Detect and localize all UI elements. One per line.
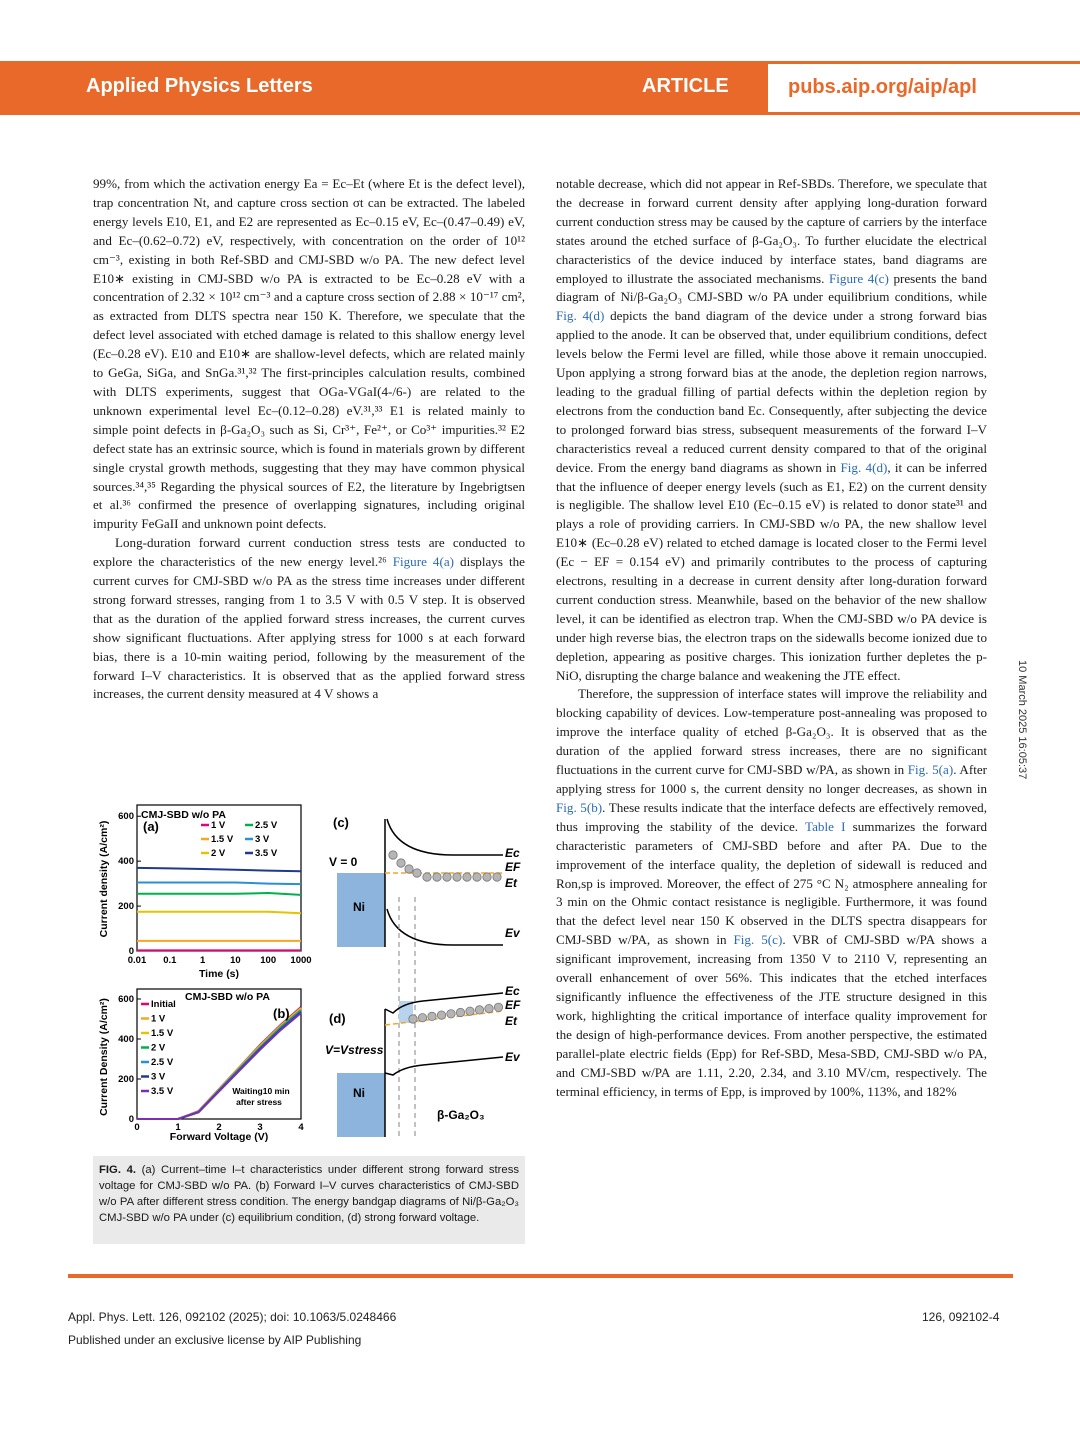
panel-a-ytick: 400	[118, 856, 134, 868]
defect-state-dot	[473, 873, 481, 881]
panel-d-ec-label: Ec	[505, 984, 520, 998]
journal-url-link[interactable]: pubs.aip.org/aip/apl	[788, 76, 977, 98]
figure-5b-link[interactable]: Fig. 5(b)	[556, 799, 603, 815]
panel-a-series-line	[137, 893, 301, 895]
defect-state-dot	[493, 873, 501, 881]
defect-state-dot	[463, 873, 471, 881]
panel-c-label: (c)	[333, 815, 349, 830]
left-paragraph-2: Long-duration forward current conduction stress tests are conducted to explore the characteristics of the new energy level.²⁶ Figure 4(a) displays the current curves for CMJ-SBD w/o PA as the stress time increases under different strong forward stresses, ranging from 1 to 3.5 V with 0.5 V step. It is observed that as the duration of the applied forward stress increases, the current curves show significant fluctuations. After applying stress for 1000 s at each forward bias, there is a 10-min waiting period, following by the measurement of the forward I–V characteristics. It is observed that as the applied forward stress increases, the current density measured at 4 V shows a	[93, 535, 525, 702]
panel-a-title: CMJ-SBD w/o PA	[141, 809, 226, 821]
panel-a-xtick: 0.1	[163, 955, 177, 966]
panel-c-ev-label: Ev	[505, 926, 520, 940]
footer-license: Published under an exclusive license by AIP Publishing	[68, 1333, 362, 1347]
defect-state-dot	[433, 873, 441, 881]
url-box	[766, 64, 1080, 112]
defect-state-dot	[466, 1007, 474, 1015]
panel-b	[98, 989, 304, 1143]
defect-state-dot	[405, 865, 413, 873]
panel-b-ytick: 0	[128, 1114, 134, 1125]
footer-page-number: 126, 092102-4	[922, 1310, 1000, 1324]
journal-title[interactable]: Applied Physics Letters	[86, 75, 313, 97]
panel-c-et-label: Et	[505, 876, 517, 890]
panel-b-xtick: 3	[257, 1122, 263, 1133]
panel-a-legend-entry: 1.5 V	[211, 834, 234, 845]
defect-state-dot	[456, 1008, 464, 1016]
figure-4a-link[interactable]: Figure 4(a)	[392, 554, 454, 570]
panel-b-xtick: 2	[216, 1122, 222, 1133]
right-column	[556, 175, 987, 1101]
panel-d-ef-label: EF	[505, 998, 521, 1012]
panel-b-label: (b)	[273, 1006, 290, 1021]
panel-c-ev-line	[387, 909, 503, 945]
panel-b-ytick: 200	[118, 1074, 134, 1085]
panel-b-legend-entry: Initial	[151, 999, 176, 1010]
panel-b-legend-entry: 3 V	[151, 1071, 166, 1083]
panel-a-legend-entry: 2 V	[211, 848, 226, 859]
panel-b-xtick: 0	[134, 1122, 140, 1133]
figure-4-caption	[93, 1156, 525, 1244]
panel-a-ylabel: Current density (A/cm²)	[98, 820, 110, 938]
panel-c-ef-label: EF	[505, 860, 521, 874]
defect-state-dot	[418, 1014, 426, 1022]
figure-4	[93, 797, 525, 1147]
download-timestamp: 10 March 2025 16:05:37	[1016, 660, 1028, 780]
figure-5c-link[interactable]: Fig. 5(c)	[733, 932, 783, 948]
footer-citation: Appl. Phys. Lett. 126, 092102 (2025); doi: 10.1063/5.0248466	[68, 1310, 397, 1324]
panel-b-legend-entry: 3.5 V	[151, 1086, 174, 1097]
panel-b-ytick: 600	[118, 994, 134, 1005]
panel-b-legend-entry: 2.5 V	[151, 1057, 174, 1068]
defect-state-dot	[475, 1006, 483, 1014]
panel-a-xtick: 100	[260, 955, 277, 966]
panel-d-metal	[337, 1073, 385, 1137]
panel-a-ytick: 200	[118, 901, 134, 913]
defect-state-dot	[447, 1010, 455, 1018]
panel-c-ec-label: Ec	[505, 846, 520, 860]
panel-b-xtick: 4	[298, 1122, 304, 1133]
article-type: ARTICLE	[642, 75, 729, 97]
defect-state-dot	[443, 873, 451, 881]
panel-a-xlabel: Time (s)	[198, 968, 240, 980]
defect-state-dot	[413, 869, 421, 877]
panel-b-legend-entry: 1.5 V	[151, 1028, 174, 1039]
panel-a-series-line	[137, 868, 301, 871]
panel-b-legend-entry: 1 V	[151, 1013, 166, 1025]
panel-b-note-2: after stress	[236, 1097, 282, 1107]
panel-a-xtick: 1000	[290, 955, 312, 966]
caption-figure-number: FIG. 4.	[99, 1164, 136, 1176]
panel-d-bias: V=Vstress	[325, 1043, 384, 1057]
panel-a-xtick: 0.01	[127, 955, 147, 966]
panel-a-ytick: 600	[118, 811, 134, 823]
caption-text: (a) Current–time I–t characteristics under different strong forward stress voltage for CMJ-SBD w/o PA. (b) Forward I–V curves characteristics of CMJ-SBD w/o PA after different stress condition. The energy bandgap diagrams of Ni/β-Ga₂O₃ CMJ-SBD w/o PA under (c) equilibrium condition, (d) strong forward voltage.	[99, 1164, 519, 1224]
right-paragraph-1: notable decrease, which did not appear in Ref-SBDs. Therefore, we speculate that the decrease in forward current density after applying long-duration forward current conduction stress may be caused by the capture of carriers by the interface states around the etched surface of β-Ga₂O₃. To further elucidate the electrical characteristics of the device induced by interface states, band diagrams are employed to illustrate the associated mechanisms. Figure 4(c) presents the band diagram of Ni/β-Ga₂O₃ CMJ-SBD w/o PA under equilibrium conditions, while Fig. 4(d) depicts the band diagram of the device under a strong forward bias applied to the anode. It can be observed that, under equilibrium conditions, defect levels below the Fermi level are filled, while those above it remain unoccupied. Upon applying a strong forward bias at the anode, the depletion region narrows, leading to the gradual filling of partial defects within the depletion region by electrons from the conduction band Ec. Consequently, after subjecting the device to prolonged forward bias stress, subsequent measurements of the forward I–V characteristics reveal a reduced current density compared to that of the original device. From the energy band diagrams as shown in Fig. 4(d), it can be inferred that the influence of deeper energy levels (such as E1, E2) on the current density is negligible. The shallow level E10 (Ec–0.15 eV) is related to donor state³¹ and plays a role of providing carriers. In CMJ-SBD w/o PA, the new shallow level E10∗ (Ec–0.28 eV) related to etched damage is located closer to the Fermi level (Ec − EF = 0.154 eV) and primarily contributes to the process of capturing electrons, resulting in a decrease in current density after long-duration forward current conduction stress. Meanwhile, based on the behavior of the new shallow level, it can be identified as electron trap. When the CMJ-SBD w/o PA device is under high reverse bias, the electron traps on the sidewalls become ionized due to depletion, appearing as positive charges. This ionization further depletes the p-NiO, disrupting the charge balance and weakening the JTE effect.	[556, 176, 988, 683]
panel-b-legend-entry: 2 V	[151, 1042, 166, 1054]
defect-state-dot	[389, 851, 397, 859]
panel-c-metal-label: Ni	[353, 900, 365, 914]
panel-d-material-label: β-Ga₂O₃	[437, 1108, 485, 1122]
panel-a-ytick: 0	[128, 946, 134, 957]
figure-4d-link-2[interactable]: Fig. 4(d)	[840, 459, 888, 475]
figure-4c-link[interactable]: Figure 4(c)	[829, 270, 889, 286]
panel-c-ec-line	[387, 819, 503, 855]
defect-state-dot	[437, 1011, 445, 1019]
footer-rule	[68, 1274, 1013, 1278]
journal-header	[0, 61, 1080, 115]
panel-d-ev-line	[385, 1057, 503, 1075]
panel-a-xtick: 10	[230, 955, 241, 966]
panel-d-ev-label: Ev	[505, 1050, 520, 1064]
panel-b-xtick: 1	[175, 1122, 181, 1133]
panel-a	[98, 805, 312, 980]
figure-4d-link[interactable]: Fig. 4(d)	[556, 308, 605, 324]
panel-a-xtick: 1	[199, 955, 206, 966]
panel-a-series-line	[137, 912, 301, 914]
figure-5a-link[interactable]: Fig. 5(a)	[907, 762, 954, 778]
defect-state-dot	[483, 873, 491, 881]
defect-state-dot	[453, 873, 461, 881]
panel-d-label: (d)	[329, 1011, 346, 1026]
panel-b-ytick: 400	[118, 1034, 134, 1045]
panel-a-legend-entry: 3 V	[255, 834, 270, 845]
defect-state-dot	[428, 1012, 436, 1020]
defect-state-dot	[397, 859, 405, 867]
table-1-link[interactable]: Table I	[805, 818, 846, 834]
panel-a-series-line	[137, 882, 301, 884]
panel-d-et-label: Et	[505, 1014, 517, 1028]
panel-b-xlabel: Forward Voltage (V)	[169, 1131, 269, 1143]
defect-state-dot	[423, 873, 431, 881]
panel-d	[325, 984, 521, 1137]
panel-a-legend-entry: 3.5 V	[255, 848, 278, 859]
panel-a-legend-entry: 2.5 V	[255, 820, 278, 831]
right-paragraph-2: Therefore, the suppression of interface states will improve the reliability and blocking capability of devices. Low-temperature post-annealing was proposed to improve the interface quality of etched β-Ga₂O₃. It is observed that as the duration of the applied forward stress increases, there are no significant fluctuations in the current curve for CMJ-SBD w/PA, as shown in Fig. 5(a). After applying stress for 1000 s, the current density no longer decreases, as shown in Fig. 5(b). These results indicate that the interface defects are effectively removed, thus improving the stability of the device. Table I summarizes the forward characteristic parameters of CMJ-SBD before and after PA. Due to the improvement of the interface quality, the depletion of sidewall is reduced and Ron,sp is improved. Moreover, the effect of 275 °C N₂ atmosphere annealing for 3 min on the Ohmic contact resistance is negligible. Furthermore, it was found that the defect level near 150 K observed in the DLTS spectra disappears for CMJ-SBD w/PA, as shown in Fig. 5(c). VBR of CMJ-SBD w/PA shows a significant improvement, increasing from 1350 V to 2110 V, representing an overall enhancement of over 56%. This indicates that the etched interfaces significantly influence the effectiveness of the JTE structure designed in this work, highlighting the critical importance of interface quality improvement for the design of high-performance devices. From another perspective, the estimated parallel-plate electric fields (Epp) for Ref-SBD, Mesa-SBD, CMJ-SBD w/o PA, and CMJ-SBD w/PA are 1.11, 2.20, 2.34, and 3.10 MV/cm, respectively. The terminal efficiency, in terms of Epp, is improved by 100%, 113%, and 182%	[556, 686, 988, 1099]
panel-a-label: (a)	[143, 819, 159, 834]
defect-state-dot	[409, 1015, 417, 1023]
panel-a-legend-entry: 1 V	[211, 820, 226, 831]
panel-b-ylabel: Current Density (A/cm²)	[98, 998, 110, 1116]
left-paragraph-1: 99%, from which the activation energy Ea = Ec–Et (where Et is the defect level), trap concentration Nt, and capture cross section σt can be extracted. The labeled energy levels E10, E1, and E2 are represented as Ec–0.15 eV, Ec–(0.47–0.49) eV, and Ec–(0.62–0.72) eV, respectively, with concentration on the order of 10¹² cm⁻³, existing in both Ref-SBD and CMJ-SBD w/o PA. The new defect level E10∗ existing in CMJ-SBD w/o PA is extracted to be Ec–0.28 eV with a concentration of 2.32 × 10¹² cm⁻³ and a capture cross section of 2.88 × 10⁻¹⁷ cm², as extracted from DLTS spectra near 150 K. Therefore, we speculate that the defect level associated with etched damage is related to this shallow energy level (Ec–0.28 eV). E10 and E10∗ are shallow-level defects, which are related mainly to GeGa, SiGa, and SnGa.³¹,³² The first-principles calculation results, combined with DLTS experiments, suggest that OGa-VGaI(4-/6-) are related to the unknown experimental level Ec–(0.12–0.28) eV.³¹,³³ E1 is related mainly to simple point defects in β-Ga₂O₃ such as Si, Cr³⁺, Fe²⁺, or Co³⁺ impurities.³² E2 defect state has an extrinsic source, which is found in materials grown by different single crystal growth methods, suggesting that they may have common physical sources.³⁴,³⁵ Regarding the physical sources of E2, the literature by Ingebrigtsen et al.³⁶ confirmed the presence of overlapping signatures, including original impurity FeGaII and unknown point defects.	[93, 176, 525, 532]
panel-d-metal-label: Ni	[353, 1086, 365, 1100]
left-column	[93, 175, 525, 704]
panel-c-bias: V = 0	[329, 855, 358, 869]
defect-state-dot	[485, 1004, 493, 1012]
panel-b-note-1: Waiting10 min	[232, 1086, 290, 1096]
defect-state-dot	[494, 1003, 502, 1011]
panel-b-title: CMJ-SBD w/o PA	[185, 991, 270, 1003]
panel-c	[329, 815, 521, 947]
